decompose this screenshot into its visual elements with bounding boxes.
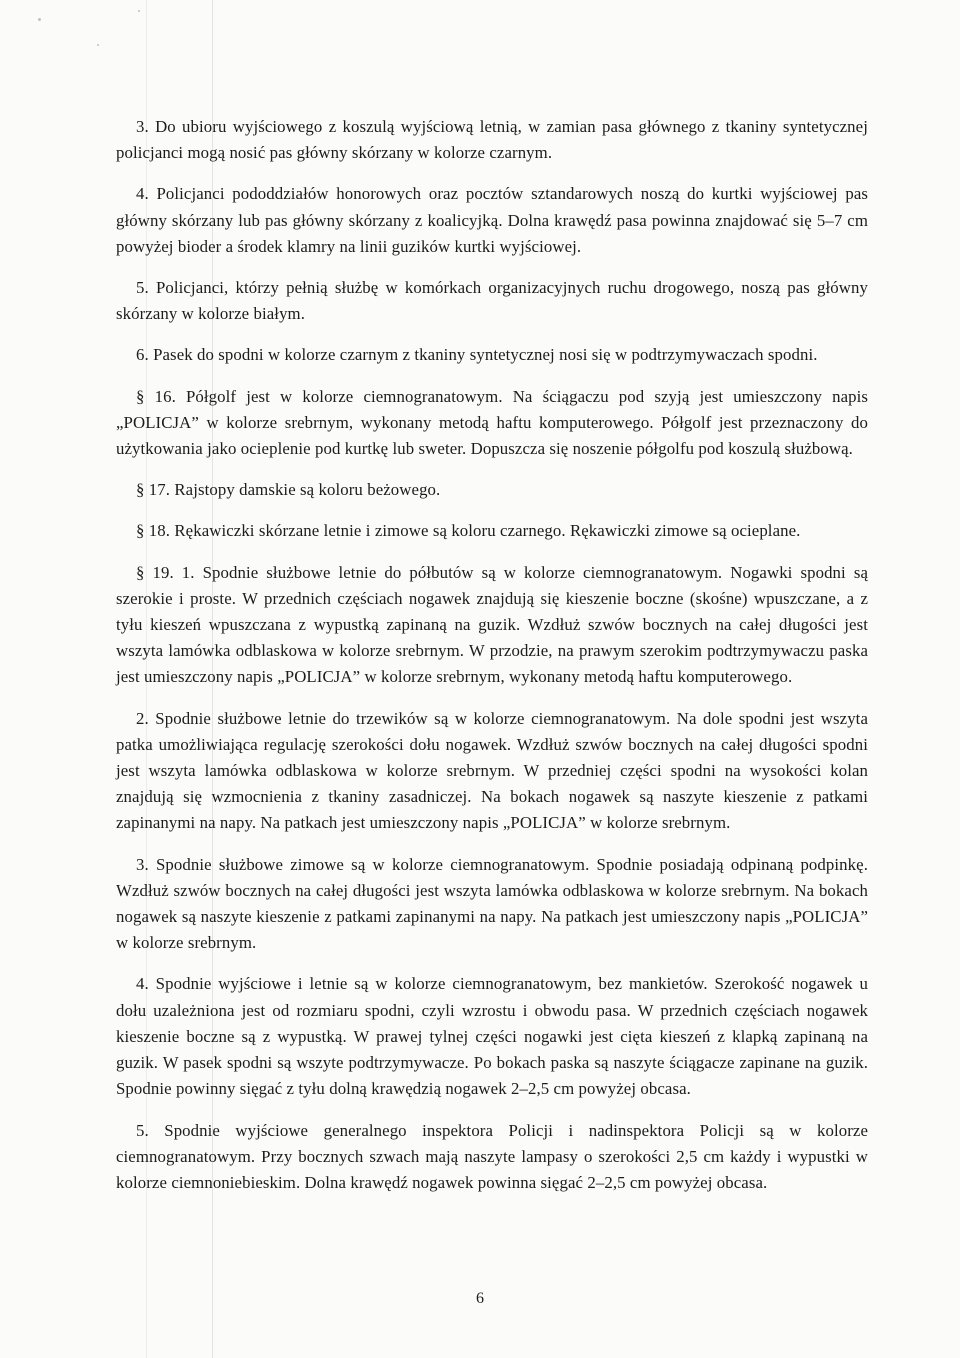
paragraph-belt-item-5: 5. Policjanci, którzy pełnią służbę w komórkach organizacyjnych ruchu drogowego, noszą pas główny skórzany w kolorze białym. bbox=[116, 278, 868, 324]
paragraph-section-19-item-5: 5. Spodnie wyjściowe generalnego inspektora Policji i nadinspektora Policji są w kolorze ciemnogranatowym. Przy bocznych szwach mają naszyte lampasy o szerokości 2,5 cm każdy i wypustki w kolorze ciemnoniebieskim. Dolna krawędź nogawek powinna sięgać 2–2,5 cm powyżej obcasa. bbox=[116, 1120, 868, 1192]
scan-speck bbox=[97, 44, 99, 46]
paragraph-section-16: § 16. Półgolf jest w kolorze ciemnogranatowym. Na ściągaczu pod szyją jest umieszczony napis „POLICJA” w kolorze srebrnym, wykonany metodą haftu komputerowego. Półgolf jest przeznaczony do użytkowania jako ocieplenie pod kurtkę lub sweter. Dopuszcza się noszenie półgolfu pod koszulą służbową. bbox=[116, 386, 868, 459]
paragraph-section-18: § 18. Rękawiczki skórzane letnie i zimowe są koloru czarnego. Rękawiczki zimowe są ocieplane. bbox=[136, 521, 801, 541]
paragraph-section-17: § 17. Rajstopy damskie są koloru beżowego. bbox=[136, 480, 441, 500]
document-body bbox=[116, 114, 868, 1211]
scan-speck bbox=[138, 10, 140, 12]
paragraph-section-19-item-1: § 19. 1. Spodnie służbowe letnie do półbutów są w kolorze ciemnogranatowym. Nogawki spodni są szerokie i proste. W przednich częściach nogawek znajdują się kieszenie boczne (skośne) wpuszczane, a z tyłu kieszeń wpuszczana z wypustką zapinaną na guzik. Wzdłuż szwów bocznych na całej długości jest wszyta lamówka odblaskowa w kolorze srebrnym. W przodzie, na prawym szerokim podtrzymywaczu paska jest umieszczony napis „POLICJA” w kolorze srebrnym, wykonany metodą haftu komputerowego. bbox=[116, 562, 868, 687]
scan-speck bbox=[38, 18, 41, 21]
paragraph-section-19-item-2: 2. Spodnie służbowe letnie do trzewików są w kolorze ciemnogranatowym. Na dole spodni jest wszyta patka umożliwiająca regulację szerokości dołu nogawek. Wzdłuż szwów bocznych na całej długości spodni jest wszyta lamówka odblaskowa w kolorze srebrnym. W przedniej części spodni na wysokości kolan znajdują się wzmocnienia z tkaniny zasadniczej. Na bokach nogawek są naszyte kieszenie z patkami zapinanymi na napy. Na patkach jest umieszczony napis „POLICJA” w kolorze srebrnym. bbox=[116, 708, 868, 833]
paragraph-belt-item-6: 6. Pasek do spodni w kolorze czarnym z tkaniny syntetycznej nosi się w podtrzymywaczach spodni. bbox=[136, 345, 818, 365]
paragraph-belt-item-4: 4. Policjanci pododdziałów honorowych oraz pocztów sztandarowych noszą do kurtki wyjściowej pas główny skórzany lub pas główny skórzany z koalicyjką. Dolna krawędź pasa powinna znajdować się 5–7 cm powyżej bioder a środek klamry na linii guzików kurtki wyjściowej. bbox=[116, 184, 868, 256]
paragraph-section-19-item-3: 3. Spodnie służbowe zimowe są w kolorze ciemnogranatowym. Spodnie posiadają odpinaną podpinkę. Wzdłuż szwów bocznych na całej długości jest wszyta lamówka odblaskowa w kolorze srebrnym. Na bokach nogawek są naszyte kieszenie z patkami zapinanymi na napy. Na patkach jest umieszczony napis „POLICJA” w kolorze srebrnym. bbox=[116, 854, 868, 953]
page-number: 6 bbox=[476, 1290, 484, 1307]
paragraph-belt-item-3: 3. Do ubioru wyjściowego z koszulą wyjściową letnią, w zamian pasa głównego z tkaniny syntetycznej policjanci mogą nosić pas główny skórzany w kolorze czarnym. bbox=[116, 117, 868, 163]
paragraph-section-19-item-4: 4. Spodnie wyjściowe i letnie są w kolorze ciemnogranatowym, bez mankietów. Szerokość nogawek u dołu uzależniona jest od rozmiaru spodni, czyli wzrostu i obwodu pasa. W przednich częściach nogawek kieszenie boczne są z wypustką. W prawej tylnej części nogawki jest cięta kieszeń z klapką zapinaną na guzik. W pasek spodni są wszyte podtrzymywacze. Po bokach paska są naszyte ściągacze zapinane na guzik. Spodnie powinny sięgać z tyłu dolną krawędzią nogawek 2–2,5 cm powyżej obcasa. bbox=[116, 974, 868, 1099]
